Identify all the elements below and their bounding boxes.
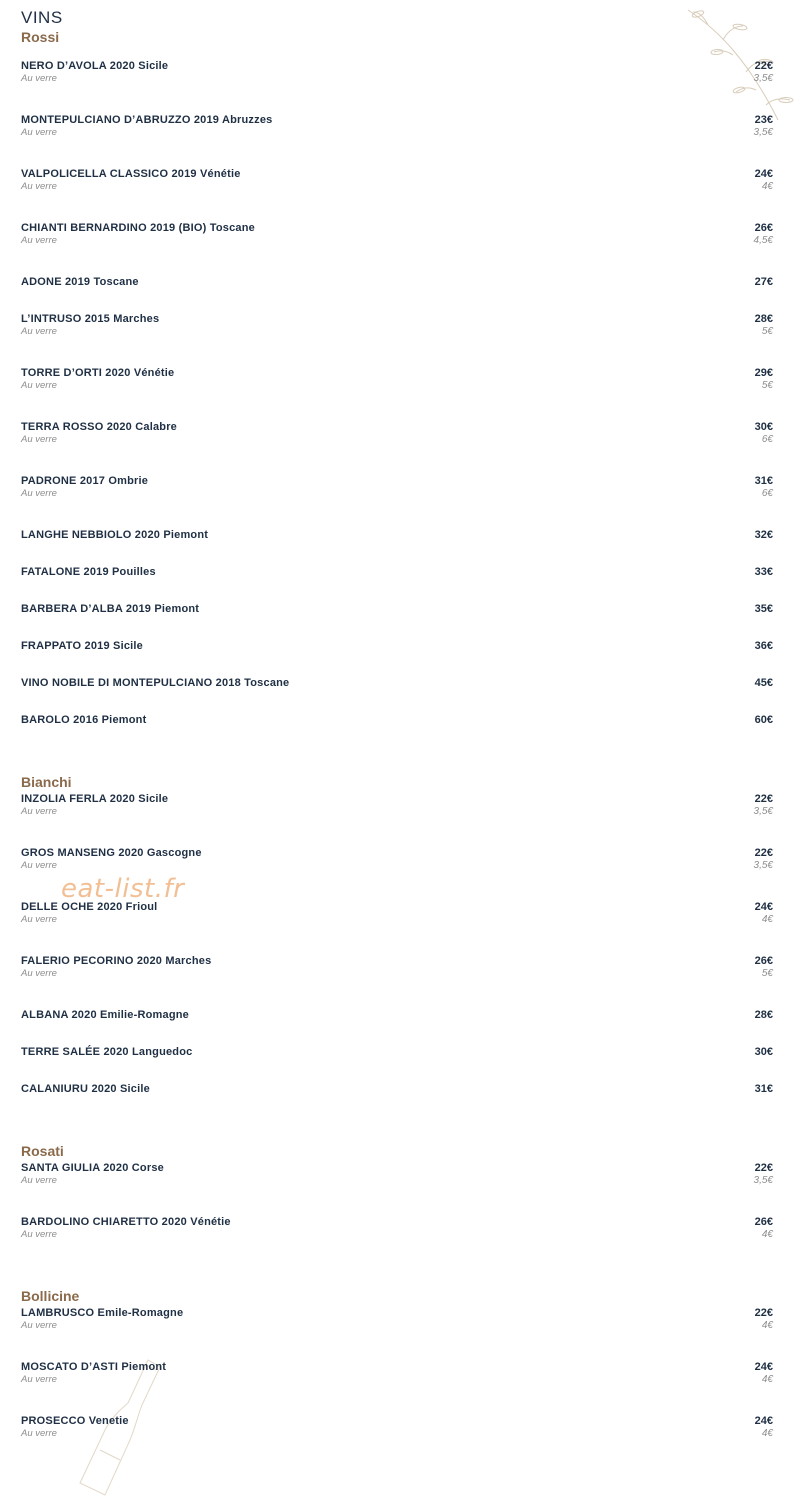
wine-item — [21, 367, 773, 392]
wine-item — [21, 1216, 773, 1241]
wine-item — [21, 714, 773, 727]
wine-item — [21, 640, 773, 653]
wine-item — [21, 1083, 773, 1096]
bottle-price: 22€ — [754, 793, 773, 805]
bottle-price: 22€ — [754, 60, 773, 72]
glass-label: Au verre — [21, 860, 57, 871]
menu-sections — [21, 28, 773, 1440]
wine-item — [21, 60, 773, 85]
wine-item — [21, 222, 773, 247]
wine-list — [21, 793, 773, 1096]
wine-name: TERRA ROSSO 2020 Calabre — [21, 421, 178, 433]
glass-price: 6€ — [761, 488, 773, 499]
section-title: Rosati — [21, 1143, 64, 1159]
wine-name: ADONE 2019 Toscane — [21, 276, 139, 288]
glass-price: 4€ — [761, 914, 773, 925]
wine-name: GROS MANSENG 2020 Gascogne — [21, 847, 202, 859]
glass-price: 3,5€ — [753, 127, 773, 138]
wine-name: FRAPPATO 2019 Sicile — [21, 640, 143, 652]
wine-name: CALANIURU 2020 Sicile — [21, 1083, 150, 1095]
wine-name: BAROLO 2016 Piemont — [21, 714, 147, 726]
glass-label: Au verre — [21, 1229, 57, 1240]
wine-name: TERRE SALÉE 2020 Languedoc — [21, 1046, 193, 1058]
wine-item — [21, 955, 773, 980]
wine-item — [21, 847, 773, 872]
bottle-price: 45€ — [754, 677, 773, 689]
wine-name: DELLE OCHE 2020 Frioul — [21, 901, 158, 913]
section-title: Bianchi — [21, 774, 72, 790]
wine-item — [21, 603, 773, 616]
bottle-price: 32€ — [754, 529, 773, 541]
wine-name: VINO NOBILE DI MONTEPULCIANO 2018 Toscane — [21, 677, 290, 689]
bottle-price: 33€ — [754, 566, 773, 578]
glass-price: 6€ — [761, 434, 773, 445]
wine-name: PROSECCO Venetie — [21, 1415, 129, 1427]
wine-item — [21, 475, 773, 500]
glass-price: 3,5€ — [753, 860, 773, 871]
bottle-price: 30€ — [754, 421, 773, 433]
wine-name: SANTA GIULIA 2020 Corse — [21, 1162, 164, 1174]
wine-name: PADRONE 2017 Ombrie — [21, 475, 149, 487]
wine-item — [21, 114, 773, 139]
glass-price: 4€ — [761, 1428, 773, 1439]
bottle-price: 31€ — [754, 475, 773, 487]
wine-item — [21, 168, 773, 193]
wine-name: BARDOLINO CHIARETTO 2020 Vénétie — [21, 1216, 231, 1228]
glass-price: 4,5€ — [753, 235, 773, 246]
section-title: Bollicine — [21, 1288, 80, 1304]
wine-name: FALERIO PECORINO 2020 Marches — [21, 955, 212, 967]
glass-price: 4€ — [761, 181, 773, 192]
glass-label: Au verre — [21, 1374, 57, 1385]
glass-price: 5€ — [761, 968, 773, 979]
wine-name: MONTEPULCIANO D’ABRUZZO 2019 Abruzzes — [21, 114, 273, 126]
bottle-price: 29€ — [754, 367, 773, 379]
glass-price: 5€ — [761, 380, 773, 391]
glass-price: 5€ — [761, 326, 773, 337]
bottle-price: 22€ — [754, 1162, 773, 1174]
wine-name: LAMBRUSCO Emile-Romagne — [21, 1307, 184, 1319]
glass-price: 3,5€ — [753, 1175, 773, 1186]
wine-item — [21, 1415, 773, 1440]
glass-label: Au verre — [21, 181, 57, 192]
glass-label: Au verre — [21, 127, 57, 138]
bottle-price: 24€ — [754, 1415, 773, 1427]
glass-price: 3,5€ — [753, 806, 773, 817]
wine-menu — [21, 8, 773, 1440]
wine-name: VALPOLICELLA CLASSICO 2019 Vénétie — [21, 168, 241, 180]
wine-name: ALBANA 2020 Emilie-Romagne — [21, 1009, 189, 1021]
bottle-price: 22€ — [754, 847, 773, 859]
section-rosati — [21, 1142, 773, 1241]
wine-item — [21, 1162, 773, 1187]
bottle-price: 30€ — [754, 1046, 773, 1058]
glass-label: Au verre — [21, 326, 57, 337]
wine-item — [21, 901, 773, 926]
wine-name: NERO D’AVOLA 2020 Sicile — [21, 60, 169, 72]
glass-label: Au verre — [21, 968, 57, 979]
wine-item — [21, 1307, 773, 1332]
bottle-price: 24€ — [754, 901, 773, 913]
wine-name: L’INTRUSO 2015 Marches — [21, 313, 160, 325]
wine-item — [21, 313, 773, 338]
bottle-price: 35€ — [754, 603, 773, 615]
bottle-price: 60€ — [754, 714, 773, 726]
wine-item — [21, 1361, 773, 1386]
bottle-price: 36€ — [754, 640, 773, 652]
glass-label: Au verre — [21, 488, 57, 499]
bottle-price: 31€ — [754, 1083, 773, 1095]
glass-label: Au verre — [21, 235, 57, 246]
wine-name: INZOLIA FERLA 2020 Sicile — [21, 793, 169, 805]
bottle-price: 23€ — [754, 114, 773, 126]
wine-name: TORRE D’ORTI 2020 Vénétie — [21, 367, 175, 379]
watermark-text: eat-list.fr — [61, 874, 185, 904]
section-rossi — [21, 28, 773, 727]
bottle-price: 26€ — [754, 955, 773, 967]
bottle-price: 26€ — [754, 222, 773, 234]
wine-item — [21, 421, 773, 446]
section-bianchi — [21, 773, 773, 1096]
wine-item — [21, 1046, 773, 1059]
glass-price: 4€ — [761, 1374, 773, 1385]
glass-label: Au verre — [21, 806, 57, 817]
wine-list — [21, 60, 773, 727]
glass-label: Au verre — [21, 73, 57, 84]
section-title: Rossi — [21, 29, 60, 45]
menu-title: VINS — [21, 8, 63, 27]
wine-list — [21, 1162, 773, 1241]
glass-label: Au verre — [21, 434, 57, 445]
wine-name: BARBERA D’ALBA 2019 Piemont — [21, 603, 200, 615]
glass-label: Au verre — [21, 1175, 57, 1186]
bottle-price: 28€ — [754, 313, 773, 325]
wine-item — [21, 566, 773, 579]
bottle-price: 24€ — [754, 1361, 773, 1373]
glass-label: Au verre — [21, 380, 57, 391]
wine-name: LANGHE NEBBIOLO 2020 Piemont — [21, 529, 209, 541]
glass-price: 3,5€ — [753, 73, 773, 84]
wine-item — [21, 529, 773, 542]
bottle-price: 22€ — [754, 1307, 773, 1319]
bottle-price: 27€ — [754, 276, 773, 288]
wine-item — [21, 276, 773, 289]
wine-list — [21, 1307, 773, 1440]
wine-name: MOSCATO D’ASTI Piemont — [21, 1361, 167, 1373]
glass-label: Au verre — [21, 1428, 57, 1439]
wine-name: CHIANTI BERNARDINO 2019 (BIO) Toscane — [21, 222, 255, 234]
glass-price: 4€ — [761, 1229, 773, 1240]
glass-price: 4€ — [761, 1320, 773, 1331]
bottle-price: 26€ — [754, 1216, 773, 1228]
section-bollicine — [21, 1287, 773, 1440]
glass-label: Au verre — [21, 914, 57, 925]
bottle-price: 28€ — [754, 1009, 773, 1021]
glass-label: Au verre — [21, 1320, 57, 1331]
wine-name: FATALONE 2019 Pouilles — [21, 566, 156, 578]
wine-item — [21, 1009, 773, 1022]
bottle-price: 24€ — [754, 168, 773, 180]
wine-item — [21, 793, 773, 818]
wine-item — [21, 677, 773, 690]
